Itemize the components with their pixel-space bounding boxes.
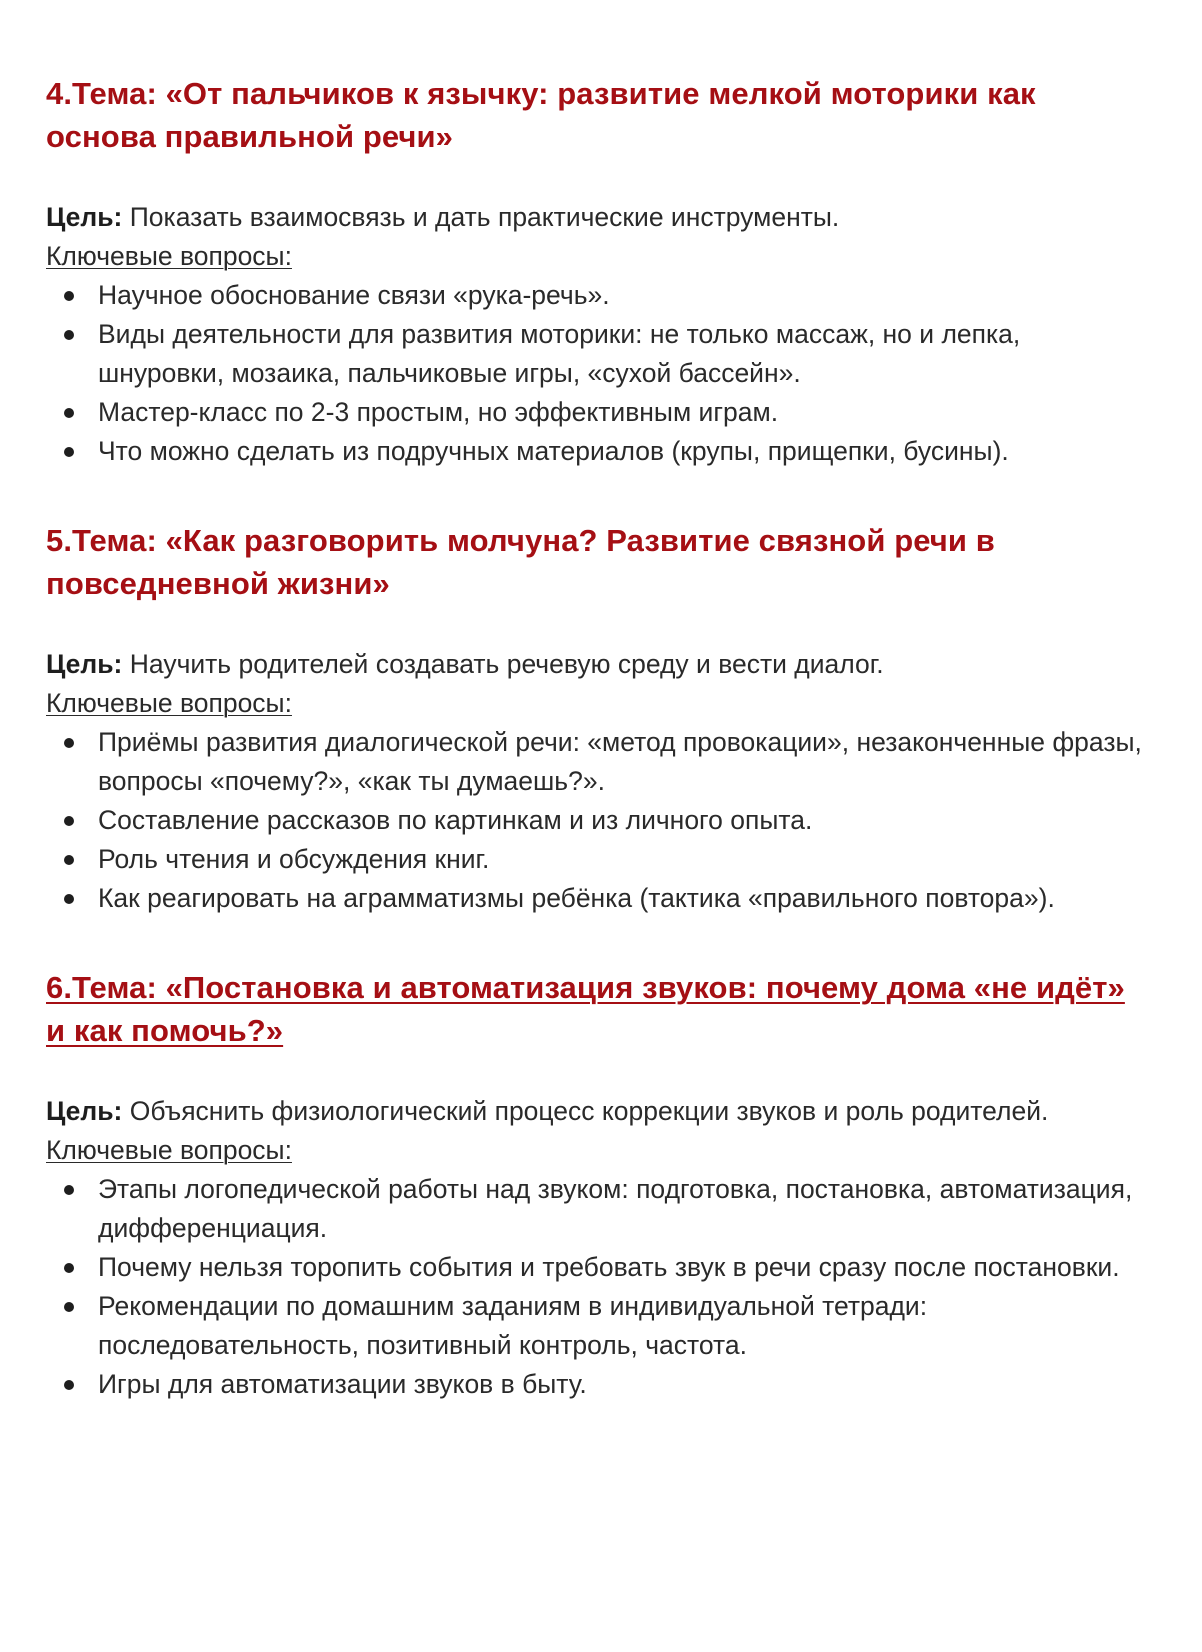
list-item	[46, 1170, 1142, 1248]
key-questions-list-6	[46, 1170, 1142, 1404]
goal-label: Цель:	[46, 649, 123, 679]
list-item-text: Составление рассказов по картинкам и из личного опыта.	[98, 805, 813, 835]
goal-label: Цель:	[46, 202, 123, 232]
list-item-text: Виды деятельности для развития моторики: не только массаж, но и лепка, шнуровки, мозаика, пальчиковые игры, «сухой бассейн».	[98, 319, 1021, 388]
key-questions-list-4	[46, 276, 1142, 471]
key-questions-list-5	[46, 723, 1142, 918]
topic-title-5: 5.Тема: «Как разговорить молчуна? Развитие связной речи в повседневной жизни»	[46, 523, 995, 601]
goal-text: Научить родителей создавать речевую среду и вести диалог.	[122, 649, 884, 679]
bullet-icon	[64, 855, 74, 865]
bullet-icon	[64, 1302, 74, 1312]
topic-section-6	[46, 966, 1142, 1404]
list-item	[46, 1248, 1142, 1287]
bullet-icon	[64, 447, 74, 457]
list-item-text: Научное обоснование связи «рука-речь».	[98, 280, 610, 310]
key-questions-label: Ключевые вопросы:	[46, 241, 292, 271]
goal-paragraph-6	[46, 1092, 1142, 1131]
list-item	[46, 1287, 1142, 1365]
bullet-icon	[64, 738, 74, 748]
goal-paragraph-5	[46, 645, 1142, 684]
bullet-icon	[64, 894, 74, 904]
bullet-icon	[64, 408, 74, 418]
list-item-text: Мастер-класс по 2-3 простым, но эффективным играм.	[98, 397, 779, 427]
list-item-text: Почему нельзя торопить события и требовать звук в речи сразу после постановки.	[98, 1252, 1120, 1282]
list-item	[46, 840, 1142, 879]
list-item	[46, 801, 1142, 840]
list-item	[46, 393, 1142, 432]
list-item	[46, 879, 1142, 918]
list-item-text: Что можно сделать из подручных материалов (крупы, прищепки, бусины).	[98, 436, 1009, 466]
list-item-text: Рекомендации по домашним заданиям в индивидуальной тетради: последовательность, позитивный контроль, частота.	[98, 1291, 928, 1360]
topic-title-4: 4.Тема: «От пальчиков к язычку: развитие мелкой моторики как основа правильной речи»	[46, 76, 1036, 154]
goal-text: Показать взаимосвязь и дать практические инструменты.	[122, 202, 840, 232]
bullet-icon	[64, 291, 74, 301]
key-questions-label: Ключевые вопросы:	[46, 1135, 292, 1165]
list-item	[46, 1365, 1142, 1404]
goal-paragraph-4	[46, 198, 1142, 237]
bullet-icon	[64, 330, 74, 340]
list-item	[46, 276, 1142, 315]
topic-section-5	[46, 519, 1142, 918]
list-item	[46, 315, 1142, 393]
topic-section-4	[46, 72, 1142, 471]
list-item-text: Этапы логопедической работы над звуком: подготовка, постановка, автоматизация, дифференциация.	[98, 1174, 1133, 1243]
bullet-icon	[64, 1185, 74, 1195]
key-questions-label: Ключевые вопросы:	[46, 688, 292, 718]
list-item-text: Как реагировать на аграмматизмы ребёнка (тактика «правильного повтора»).	[98, 883, 1055, 913]
goal-label: Цель:	[46, 1096, 123, 1126]
list-item-text: Роль чтения и обсуждения книг.	[98, 844, 490, 874]
list-item-text: Приёмы развития диалогической речи: «метод провокации», незаконченные фразы, вопросы «почему?», «как ты думаешь?».	[98, 727, 1142, 796]
list-item	[46, 723, 1142, 801]
goal-text: Объяснить физиологический процесс коррекции звуков и роль родителей.	[122, 1096, 1049, 1126]
list-item	[46, 432, 1142, 471]
topic-title-6-link[interactable]: 6.Тема: «Постановка и автоматизация звуков: почему дома «не идёт» и как помочь?»	[46, 970, 1125, 1048]
list-item-text: Игры для автоматизации звуков в быту.	[98, 1369, 587, 1399]
bullet-icon	[64, 1380, 74, 1390]
bullet-icon	[64, 816, 74, 826]
bullet-icon	[64, 1263, 74, 1273]
